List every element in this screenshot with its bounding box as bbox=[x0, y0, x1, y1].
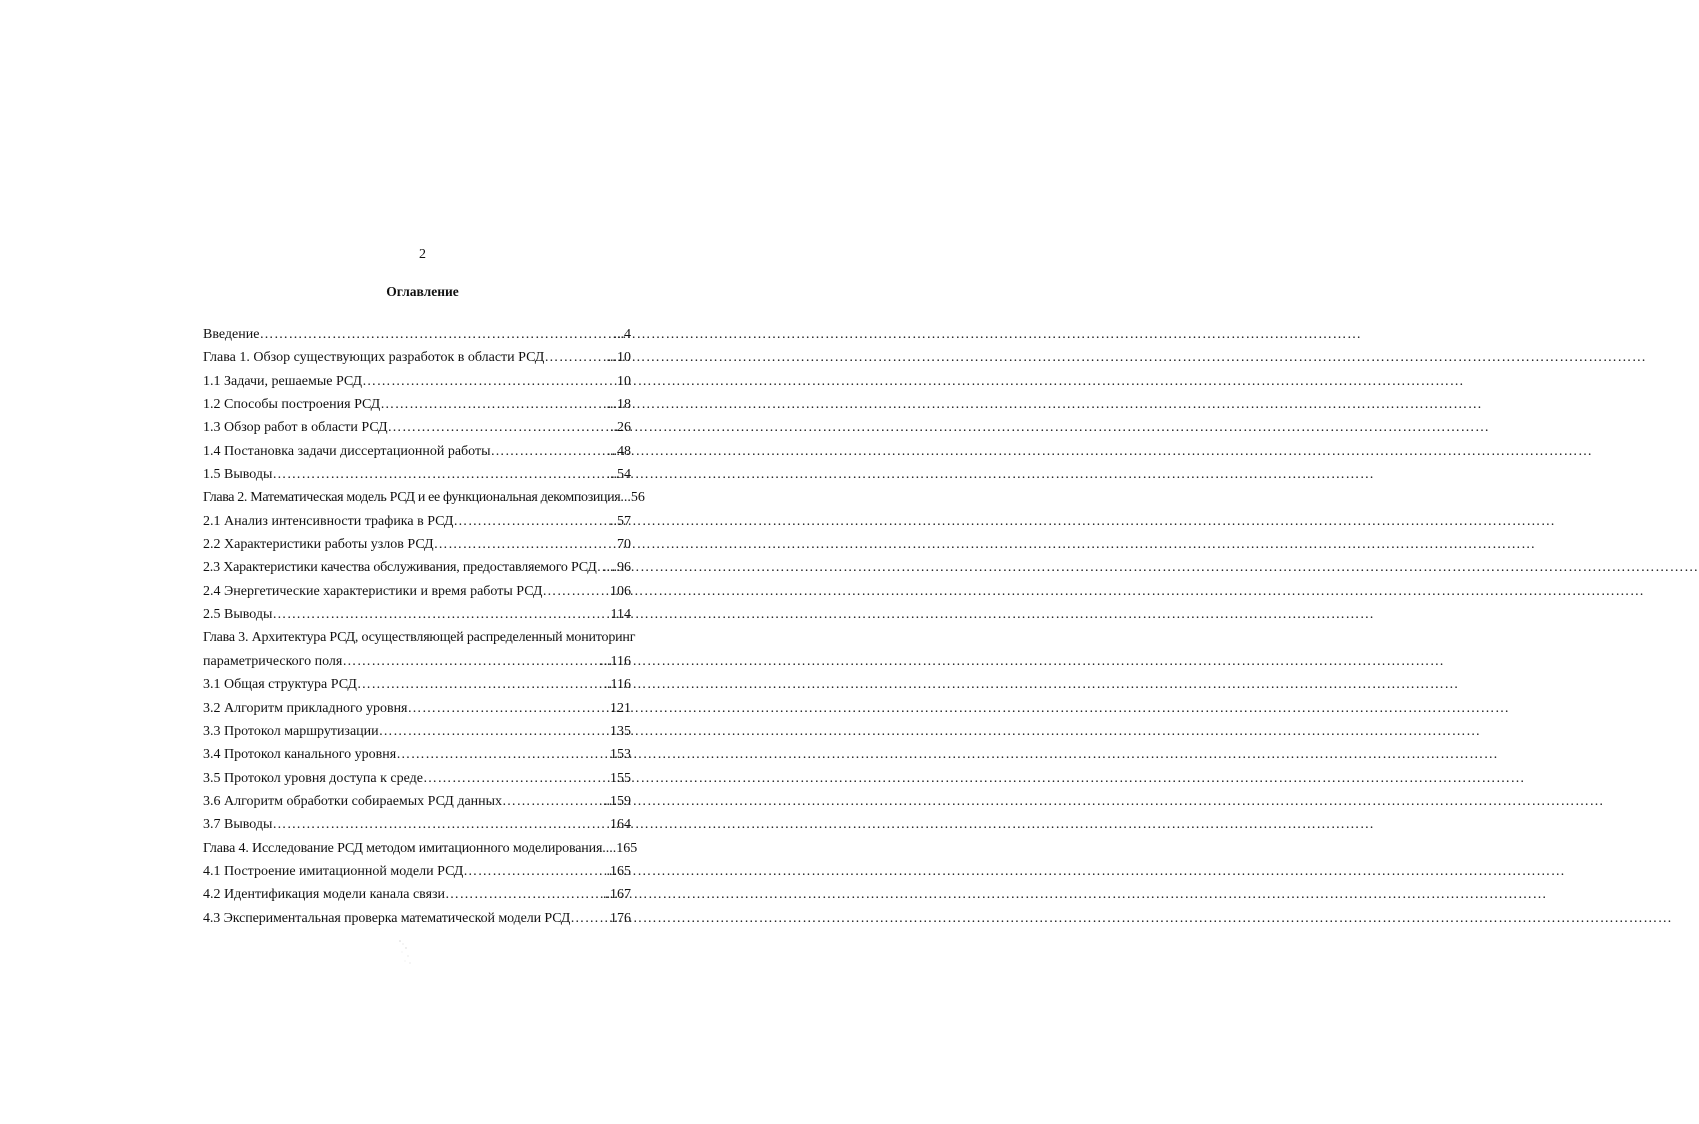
toc-entry-1-1 bbox=[203, 370, 631, 393]
toc-entry-page: 10 bbox=[617, 373, 631, 389]
toc-entry-title: 3.5 Протокол уровня доступа к среде bbox=[203, 770, 424, 786]
toc-entry-page: 164 bbox=[610, 817, 631, 833]
toc-dot-leader bbox=[259, 323, 613, 346]
toc-dot-leader bbox=[272, 603, 610, 626]
toc-entry-page: ..167 bbox=[603, 887, 631, 903]
toc-dot-leader bbox=[272, 813, 610, 836]
toc-dot-leader bbox=[379, 720, 610, 743]
toc-dot-leader bbox=[491, 440, 607, 463]
toc-entry-1-2 bbox=[203, 393, 631, 416]
toc-entry-introduction bbox=[203, 323, 631, 346]
toc-entry-page: ..57 bbox=[610, 513, 631, 529]
toc-entry-title: 1.2 Способы построения РСД bbox=[203, 397, 381, 413]
toc-entry-chapter-4 bbox=[203, 837, 638, 860]
table-of-contents bbox=[203, 323, 645, 930]
toc-entry-title: 1.5 Выводы bbox=[203, 467, 273, 483]
toc-entry-3-2 bbox=[203, 697, 631, 720]
toc-entry-page: ...10 bbox=[606, 350, 631, 366]
toc-dot-leader bbox=[463, 860, 606, 883]
toc-entry-title: 2.4 Энергетические характеристики и время работы РСД bbox=[203, 583, 543, 599]
toc-entry-2-2 bbox=[203, 533, 631, 556]
toc-entry-4-1 bbox=[203, 860, 631, 883]
toc-entry-page: 135 bbox=[610, 723, 631, 739]
toc-entry-title: 2.3 Характеристики качества обслуживания, предоставляемого РСД bbox=[203, 560, 597, 576]
toc-entry-page: ...116 bbox=[600, 653, 631, 669]
toc-dot-leader bbox=[570, 907, 610, 930]
toc-entry-title: 3.2 Алгоритм прикладного уровня bbox=[203, 700, 408, 716]
toc-entry-title: Глава 3. Архитектура РСД, осуществляющей распределенный мониторинг bbox=[203, 630, 636, 646]
toc-entry-2-5 bbox=[203, 603, 631, 626]
toc-entry-title: 4.1 Построение имитационной модели РСД bbox=[203, 863, 464, 879]
toc-dot-leader bbox=[502, 790, 603, 813]
toc-entry-title: 3.7 Выводы bbox=[203, 817, 273, 833]
toc-entry-page: 121 bbox=[610, 700, 631, 716]
toc-entry-title: 3.3 Протокол маршрутизации bbox=[203, 723, 379, 739]
toc-title: Оглавление bbox=[386, 284, 459, 299]
toc-entry-page: 106 bbox=[610, 583, 631, 599]
toc-entry-3-5 bbox=[203, 767, 631, 790]
toc-entry-page: 176 bbox=[610, 910, 631, 926]
toc-entry-3-7 bbox=[203, 813, 631, 836]
toc-entry-page: 114 bbox=[610, 607, 631, 623]
toc-entry-title: 3.4 Протокол канального уровня bbox=[203, 747, 397, 763]
toc-dot-leader bbox=[272, 463, 606, 486]
toc-entry-4-3 bbox=[203, 907, 631, 930]
toc-dot-leader bbox=[542, 580, 610, 603]
toc-entry-1-4 bbox=[203, 440, 631, 463]
toc-entry-page: ...48 bbox=[606, 443, 631, 459]
toc-entry-3-6 bbox=[203, 790, 631, 813]
toc-entry-title: 2.5 Выводы bbox=[203, 607, 273, 623]
toc-entry-chapter-1 bbox=[203, 346, 631, 369]
toc-entry-page: ..116 bbox=[603, 677, 631, 693]
toc-entry-2-4 bbox=[203, 580, 631, 603]
toc-entry-page: .165 bbox=[606, 863, 631, 879]
toc-entry-title: Глава 2. Математическая модель РСД и ее функциональная декомпозиция bbox=[203, 490, 621, 506]
toc-entry-title: Глава 4. Исследование РСД методом имитационного моделирования bbox=[203, 840, 603, 856]
toc-entry-2-3 bbox=[203, 556, 631, 579]
toc-entry-page: ...4 bbox=[613, 327, 631, 342]
toc-entry-title: Введение bbox=[203, 327, 260, 342]
toc-entry-title: 1.1 Задачи, решаемые РСД bbox=[203, 373, 363, 389]
scan-artifact bbox=[396, 938, 414, 966]
toc-entry-page: ..26 bbox=[610, 420, 631, 436]
toc-entry-3-1 bbox=[203, 673, 631, 696]
toc-entry-page: ..159 bbox=[603, 793, 631, 809]
toc-entry-1-5 bbox=[203, 463, 631, 486]
toc-entry-page: ...56 bbox=[620, 490, 645, 506]
toc-entry-chapter-3-cont bbox=[203, 650, 631, 673]
toc-entry-chapter-3 bbox=[203, 626, 636, 649]
toc-entry-page: 153 bbox=[610, 747, 631, 763]
page-number: 2 bbox=[419, 247, 426, 262]
toc-entry-title: 4.3 Экспериментальная проверка математической модели РСД bbox=[203, 910, 571, 926]
toc-dot-leader bbox=[342, 650, 600, 673]
toc-entry-title: 4.2 Идентификация модели канала связи bbox=[203, 887, 446, 903]
toc-entry-title: 1.3 Обзор работ в области РСД bbox=[203, 420, 388, 436]
toc-dot-leader bbox=[396, 743, 610, 766]
toc-entry-page: ...18 bbox=[606, 397, 631, 413]
toc-entry-title: 2.1 Анализ интенсивности трафика в РСД bbox=[203, 513, 454, 529]
toc-dot-leader bbox=[388, 416, 610, 439]
toc-dot-leader bbox=[445, 883, 603, 906]
toc-entry-title: 1.4 Постановка задачи диссертационной работы bbox=[203, 443, 491, 459]
toc-dot-leader bbox=[380, 393, 606, 416]
toc-entry-page: ....165 bbox=[602, 840, 638, 856]
toc-dot-leader bbox=[434, 533, 617, 556]
toc-entry-title: 3.1 Общая структура РСД bbox=[203, 677, 357, 693]
toc-dot-leader bbox=[362, 370, 617, 393]
toc-entry-title: 2.2 Характеристики работы узлов РСД bbox=[203, 537, 434, 553]
toc-entry-2-1 bbox=[203, 510, 631, 533]
toc-entry-3-4 bbox=[203, 743, 631, 766]
toc-entry-chapter-2 bbox=[203, 486, 645, 509]
toc-dot-leader bbox=[408, 697, 611, 720]
toc-entry-title: параметрического поля bbox=[203, 653, 343, 669]
toc-dot-leader bbox=[544, 346, 606, 369]
toc-dot-leader bbox=[453, 510, 610, 533]
toc-entry-page: 155 bbox=[610, 770, 631, 786]
toc-entry-4-2 bbox=[203, 883, 631, 906]
toc-entry-3-3 bbox=[203, 720, 631, 743]
toc-entry-1-3 bbox=[203, 416, 631, 439]
toc-entry-title: Глава 1. Обзор существующих разработок в области РСД bbox=[203, 350, 545, 366]
toc-entry-page: ....96 bbox=[603, 560, 631, 576]
toc-dot-leader bbox=[423, 767, 610, 790]
toc-entry-title: 3.6 Алгоритм обработки собираемых РСД данных bbox=[203, 793, 503, 809]
toc-dot-leader bbox=[357, 673, 604, 696]
toc-entry-page: ...54 bbox=[606, 467, 631, 483]
toc-entry-page: 70 bbox=[617, 537, 631, 553]
